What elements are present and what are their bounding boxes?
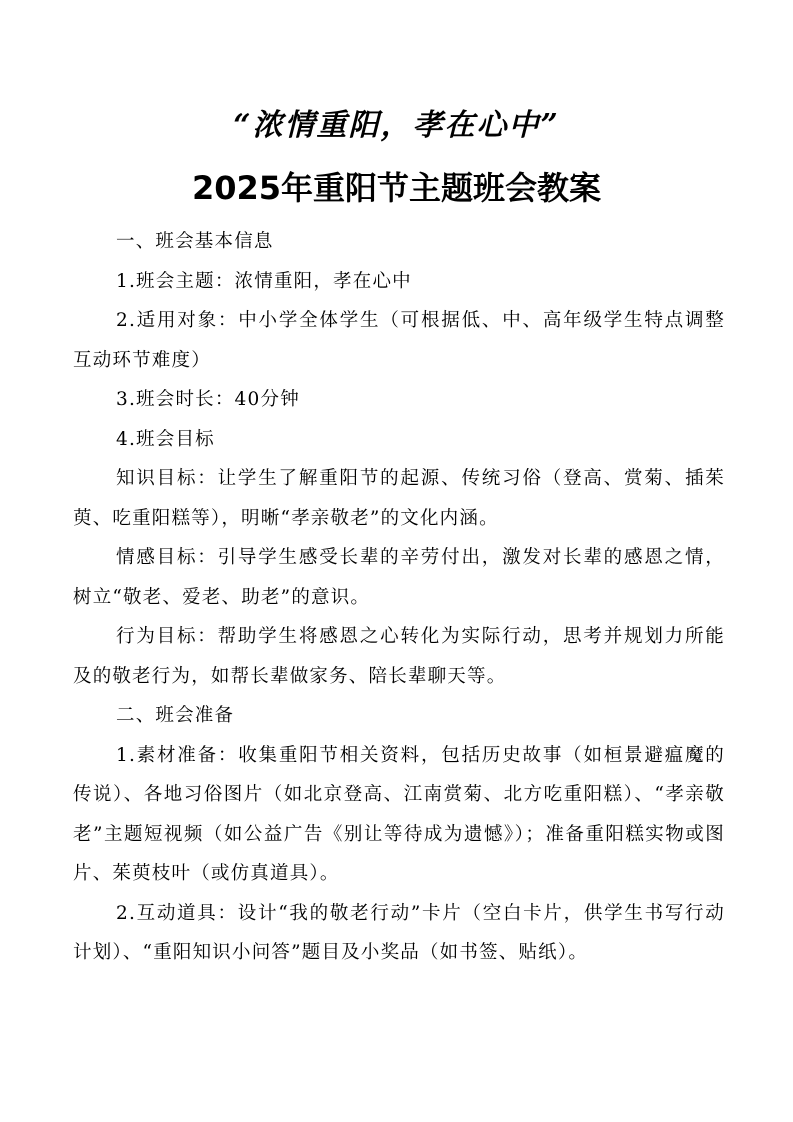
section-heading-preparation: 二、班会准备: [116, 705, 235, 726]
paragraph-audience: 2.适用对象：中小学全体学生（可根据低、中、高年级学生特点调整互动环节难度）: [73, 310, 725, 371]
paragraph-knowledge-goal: 知识目标：让学生了解重阳节的起源、传统习俗（登高、赏菊、插茱萸、吃重阳糕等），明晰“孝亲敬老”的文化内涵。: [73, 468, 725, 529]
document-title-line1: “浓情重阳，孝在心中”: [233, 108, 560, 143]
paragraph-duration: 3.班会时长：40分钟: [116, 389, 300, 410]
paragraph-materials: 1.素材准备：收集重阳节相关资料，包括历史故事（如桓景避瘟魔的传说）、各地习俗图片（如北京登高、江南赏菊、北方吃重阳糕）、“孝亲敬老”主题短视频（如公益广告《别让等待成为遗憾》）；准备重阳糕实物或图片、茱萸枝叶（或仿真道具）。: [73, 744, 725, 884]
paragraph-theme: 1.班会主题：浓情重阳，孝在心中: [116, 270, 412, 292]
paragraph-goals-heading: 4.班会目标: [116, 428, 215, 450]
document-body: [73, 222, 725, 973]
section-heading-basic-info: 一、班会基本信息: [116, 231, 274, 252]
document-title-line2: 2025年重阳节主题班会教案: [191, 169, 602, 207]
paragraph-props: 2.互动道具：设计“我的敬老行动”卡片（空白卡片，供学生书写行动计划）、“重阳知识小问答”题目及小奖品（如书签、贴纸）。: [73, 902, 725, 963]
paragraph-behavior-goal: 行为目标：帮助学生将感恩之心转化为实际行动，思考并规划力所能及的敬老行为，如帮长辈做家务、陪长辈聊天等。: [73, 626, 725, 687]
paragraph-emotion-goal: 情感目标：引导学生感受长辈的辛劳付出，激发对长辈的感恩之情，树立“敬老、爱老、助老”的意识。: [73, 547, 725, 608]
